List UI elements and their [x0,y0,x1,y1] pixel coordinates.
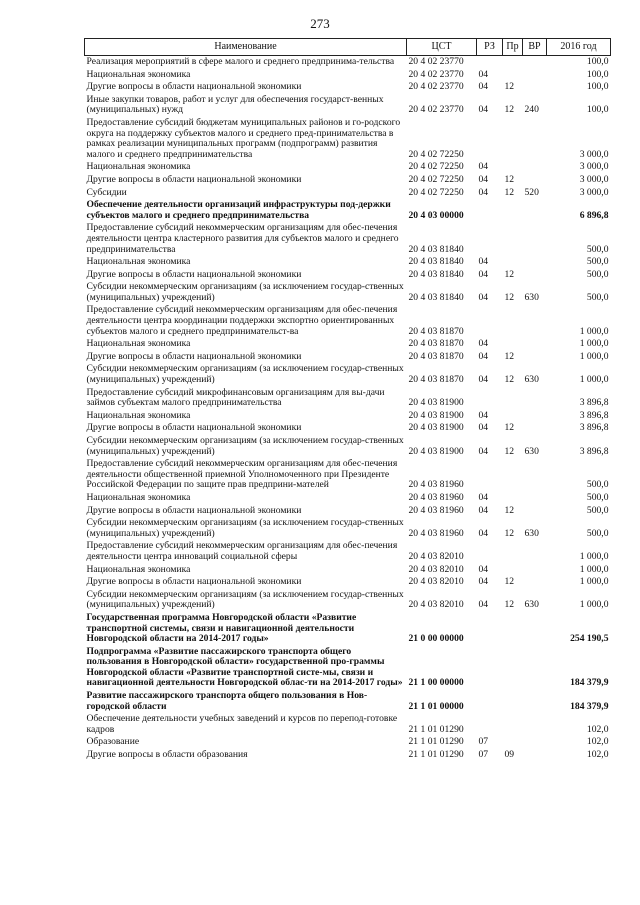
cell-vr [523,117,547,161]
cell-vr: 630 [524,291,539,303]
cell-vr [523,749,547,762]
cell-vr [523,612,547,646]
cell-pr: 12 [504,104,515,116]
cell-rz: 04 [478,374,489,386]
cell-pr: 12 [504,350,515,362]
cell-amount: 500,0 [586,504,609,516]
table-row [85,161,611,174]
cell-code: 20 4 03 81840 [408,256,464,268]
cell-rz: 04 [478,445,489,457]
cell-vr [523,174,547,187]
cell-code: 21 1 01 01290 [408,723,464,735]
cell-rz: 04 [478,563,489,575]
cell-name: Субсидии некоммерческим организациям (за исключением государ-ственных (муниципальных) учреждений) [86,435,404,457]
cell-amount: 500,0 [586,527,609,539]
cell-pr [503,199,523,222]
cell-name: Предоставление субсидий некоммерческим организациям для обес-печения деятельности общественной приемной Уполномоченного при Президенте Российской Федерации по защите прав предприни-мателей [86,458,398,491]
cell-code: 20 4 02 72250 [408,186,464,198]
cell-vr [523,410,547,423]
cell-amount: 102,0 [586,736,609,748]
cell-rz: 04 [478,576,489,588]
table-row [85,174,611,187]
cell-pr: 12 [504,599,515,611]
cell-rz: 04 [478,422,489,434]
cell-name: Национальная экономика [86,491,191,503]
table-row [85,435,611,458]
cell-code: 20 4 02 23770 [408,81,464,93]
cell-name: Субсидии некоммерческим организациям (за исключением государ-ственных (муниципальных) учреждений) [86,517,404,539]
cell-amount: 3 000,0 [579,148,609,160]
cell-rz [477,646,503,690]
table-row [85,736,611,749]
cell-rz: 04 [478,350,489,362]
table-row [85,492,611,505]
cell-amount: 100,0 [586,68,609,80]
cell-name: Другие вопросы в области национальной экономики [86,576,302,588]
cell-rz: 04 [478,599,489,611]
cell-pr [503,713,523,736]
cell-vr [523,736,547,749]
header-rz: РЗ [477,39,503,56]
table-row [85,351,611,364]
cell-rz [477,199,503,222]
cell-code: 20 4 03 81900 [408,445,464,457]
cell-amount: 3 896,8 [579,445,609,457]
cell-vr [523,540,547,563]
cell-pr: 12 [504,576,515,588]
table-header-row [85,39,611,56]
cell-vr [523,505,547,518]
cell-code: 20 4 03 81960 [408,491,464,503]
cell-code: 20 4 03 82010 [408,550,464,562]
cell-rz [477,540,503,563]
cell-pr [503,304,523,338]
cell-name: Реализация мероприятий в сфере малого и среднего предпринима-тельства [86,56,395,67]
cell-pr: 12 [504,374,515,386]
cell-code: 20 4 02 72250 [408,173,464,185]
cell-rz [477,387,503,410]
table-row [85,713,611,736]
cell-code: 20 4 03 00000 [408,209,464,221]
cell-vr [523,351,547,364]
cell-rz: 04 [478,291,489,303]
cell-pr [503,540,523,563]
cell-rz: 04 [478,186,489,198]
table-row [85,576,611,589]
cell-vr [523,269,547,282]
cell-pr: 12 [504,504,515,516]
cell-name: Национальная экономика [86,68,191,80]
cell-rz: 04 [478,527,489,539]
cell-amount: 3 000,0 [579,161,609,173]
cell-name: Предоставление субсидий некоммерческим организациям для обес-печения деятельности центра кластерного развития для субъектов малого и среднего предпринимательства [86,222,399,255]
cell-name: Образование [86,736,140,748]
table-row [85,458,611,492]
cell-code: 20 4 03 82010 [408,576,464,588]
cell-name: Субсидии некоммерческим организациям (за исключением государ-ственных (муниципальных) учреждений) [86,281,404,303]
cell-rz [477,117,503,161]
cell-amount: 100,0 [586,104,609,116]
cell-rz [477,690,503,713]
cell-vr [523,690,547,713]
cell-code: 20 4 03 82010 [408,599,464,611]
cell-vr: 240 [524,104,539,116]
cell-name: Другие вопросы в области национальной экономики [86,268,302,280]
cell-name: Национальная экономика [86,563,191,575]
table-row [85,304,611,338]
header-pr: Пр [503,39,523,56]
table-row [85,256,611,269]
cell-pr [503,410,523,423]
table-row [85,338,611,351]
cell-amount: 3 896,8 [579,409,609,421]
cell-pr [503,222,523,256]
cell-amount: 1 000,0 [579,338,609,350]
cell-pr: 12 [504,81,515,93]
page-number: 273 [310,16,330,31]
table-row [85,117,611,161]
cell-pr [503,564,523,577]
cell-pr: 12 [504,527,515,539]
cell-amount: 3 896,8 [579,422,609,434]
table-row [85,564,611,577]
cell-vr [523,576,547,589]
cell-name: Развитие пассажирского транспорта общего пользования в Нов-городской области [86,690,368,712]
cell-code: 21 1 01 00000 [408,700,464,712]
cell-amount: 254 190,5 [570,633,609,645]
cell-amount: 1 000,0 [579,576,609,588]
cell-pr: 12 [504,268,515,280]
table-row [85,269,611,282]
cell-name: Другие вопросы в области образования [86,749,248,761]
cell-vr [523,492,547,505]
cell-code: 20 4 02 72250 [408,148,464,160]
table-row [85,540,611,563]
table-row [85,363,611,386]
cell-code: 20 4 02 23770 [408,104,464,116]
cell-vr [523,338,547,351]
cell-amount: 6 896,8 [579,209,609,221]
cell-rz [477,458,503,492]
table-body [85,56,611,762]
cell-rz [477,304,503,338]
cell-amount: 1 000,0 [579,374,609,386]
cell-pr [503,736,523,749]
cell-pr [503,458,523,492]
cell-rz: 04 [478,409,489,421]
cell-pr [503,69,523,82]
cell-pr: 12 [504,173,515,185]
cell-code: 20 4 03 81960 [408,527,464,539]
cell-amount: 1 000,0 [579,550,609,562]
cell-pr [503,690,523,713]
cell-amount: 184 379,9 [570,677,609,689]
cell-name: Подпрограмма «Развитие пассажирского транспорта общего пользования в Новгородской области» государственной про-граммы Новгородской области «Развитие транспортной систе-мы, связи и навигационной деятельности Новгородской облас-ти на 2014-2017 годы» [86,645,403,689]
cell-vr [523,458,547,492]
cell-rz [477,56,503,69]
cell-pr: 12 [504,291,515,303]
cell-amount: 100,0 [586,81,609,93]
cell-name: Предоставление субсидий некоммерческим организациям для обес-печения деятельности центра инноваций социальной сферы [86,540,398,562]
cell-name: Другие вопросы в области национальной экономики [86,350,302,362]
cell-rz: 04 [478,81,489,93]
cell-code: 20 4 03 81870 [408,338,464,350]
table-row [85,749,611,762]
table-row [85,69,611,82]
cell-rz: 04 [478,491,489,503]
cell-amount: 102,0 [586,723,609,735]
budget-table [84,38,611,762]
cell-amount: 100,0 [586,56,609,67]
cell-vr [523,256,547,269]
table-row [85,56,611,69]
cell-rz: 07 [478,749,489,761]
cell-pr: 12 [504,186,515,198]
cell-name: Иные закупки товаров, работ и услуг для обеспечения государст-венных (муниципальных) нужд [86,93,384,116]
cell-vr: 630 [524,374,539,386]
cell-amount: 102,0 [586,749,609,761]
cell-name: Государственная программа Новгородской области «Развитие транспортной системы, связи и навигационной деятельности Новгородской области на 2014-2017 годы» [86,611,357,645]
cell-pr [503,56,523,69]
cell-rz: 04 [478,173,489,185]
cell-name: Другие вопросы в области национальной экономики [86,173,302,185]
cell-code: 20 4 03 81870 [408,374,464,386]
cell-name: Национальная экономика [86,256,191,268]
cell-pr [503,612,523,646]
cell-vr [523,222,547,256]
table-row [85,281,611,304]
cell-amount: 500,0 [586,256,609,268]
table-row [85,646,611,690]
table-row [85,612,611,646]
cell-code: 20 4 03 81840 [408,268,464,280]
cell-code: 21 1 01 01290 [408,749,464,761]
cell-name: Национальная экономика [86,161,191,173]
cell-code: 20 4 03 81900 [408,397,464,409]
table-row [85,187,611,200]
cell-vr: 520 [524,186,539,198]
table-row [85,94,611,117]
cell-code: 20 4 03 81870 [408,325,464,337]
cell-amount: 3 000,0 [579,186,609,198]
cell-code: 20 4 03 81900 [408,409,464,421]
cell-rz: 04 [478,68,489,80]
header-amount: 2016 год [547,39,611,56]
table-row [85,422,611,435]
table-row [85,387,611,410]
cell-pr: 12 [504,445,515,457]
cell-name: Предоставление субсидий микрофинансовым организациям для вы-дачи займов субъектам малого предпринимательства [86,386,385,409]
cell-amount: 1 000,0 [579,350,609,362]
cell-code: 20 4 03 82010 [408,563,464,575]
cell-rz [477,222,503,256]
cell-code: 20 4 02 23770 [408,56,464,67]
cell-name: Национальная экономика [86,409,191,421]
cell-amount: 500,0 [586,243,609,255]
table-row [85,410,611,423]
cell-code: 20 4 03 81960 [408,504,464,516]
cell-amount: 500,0 [586,268,609,280]
header-name: Наименование [85,39,407,56]
cell-amount: 3 896,8 [579,397,609,409]
cell-name: Другие вопросы в области национальной экономики [86,422,302,434]
cell-name: Другие вопросы в области национальной экономики [86,504,302,516]
cell-vr [523,387,547,410]
header-vr: ВР [523,39,547,56]
cell-rz: 04 [478,504,489,516]
cell-name: Субсидии [86,186,127,198]
header-code: ЦСТ [407,39,477,56]
cell-name: Субсидии некоммерческим организациям (за исключением государ-ственных (муниципальных) учреждений) [86,363,404,386]
cell-code: 20 4 03 81840 [408,291,464,303]
cell-vr: 630 [524,599,539,611]
cell-vr [523,422,547,435]
cell-vr [523,564,547,577]
cell-code: 21 1 01 01290 [408,736,464,748]
cell-pr [503,338,523,351]
cell-rz: 04 [478,338,489,350]
cell-vr [523,161,547,174]
cell-code: 20 4 03 81900 [408,422,464,434]
cell-amount: 500,0 [586,479,609,491]
cell-amount: 1 000,0 [579,563,609,575]
cell-pr [503,492,523,505]
table-row [85,589,611,612]
cell-name: Обеспечение деятельности учебных заведений и курсов по перепод-готовке кадров [86,713,398,735]
cell-rz: 04 [478,104,489,116]
cell-amount: 500,0 [586,491,609,503]
cell-vr [523,304,547,338]
cell-name: Другие вопросы в области национальной экономики [86,81,302,93]
cell-pr [503,256,523,269]
table-row [85,81,611,94]
cell-name: Предоставление субсидий некоммерческим организациям для обес-печения деятельности центра координации поддержки экспортно ориентированных субъектов малого и среднего предпринимательст-ва [86,304,398,337]
cell-vr: 630 [524,527,539,539]
cell-rz: 07 [478,736,489,748]
cell-amount: 184 379,9 [570,700,609,712]
cell-code: 20 4 02 23770 [408,68,464,80]
cell-pr [503,117,523,161]
cell-rz [477,612,503,646]
cell-name: Обеспечение деятельности организаций инфраструктуры под-держки субъектов малого и среднего предпринимательства [86,199,391,221]
cell-vr [523,56,547,69]
cell-amount: 1 000,0 [579,599,609,611]
cell-pr: 12 [504,422,515,434]
cell-pr [503,161,523,174]
cell-vr: 630 [524,445,539,457]
cell-rz [477,713,503,736]
cell-vr [523,69,547,82]
cell-rz: 04 [478,268,489,280]
cell-amount: 1 000,0 [579,325,609,337]
table-row [85,505,611,518]
table-row [85,690,611,713]
cell-code: 20 4 03 81840 [408,243,464,255]
table-row [85,222,611,256]
cell-vr [523,713,547,736]
cell-vr [523,81,547,94]
cell-code: 20 4 02 72250 [408,161,464,173]
cell-pr [503,646,523,690]
cell-vr [523,646,547,690]
cell-pr [503,387,523,410]
cell-code: 21 0 00 00000 [408,633,464,645]
table-row [85,199,611,222]
cell-name: Предоставление субсидий бюджетам муниципальных районов и го-родского округа на поддержку субъектов малого и среднего пред-принимательства в рамках реализации муниципальных программ (подпрограмм) развития малого и среднего предпринимательства [86,116,401,160]
cell-amount: 500,0 [586,291,609,303]
cell-rz: 04 [478,161,489,173]
table-row [85,517,611,540]
cell-rz: 04 [478,256,489,268]
cell-name: Национальная экономика [86,338,191,350]
cell-code: 20 4 03 81960 [408,479,464,491]
cell-pr: 09 [504,749,515,761]
cell-amount: 3 000,0 [579,173,609,185]
cell-code: 21 1 00 00000 [408,677,464,689]
cell-code: 20 4 03 81870 [408,350,464,362]
cell-vr [523,199,547,222]
cell-name: Субсидии некоммерческим организациям (за исключением государ-ственных (муниципальных) учреждений) [86,588,404,611]
